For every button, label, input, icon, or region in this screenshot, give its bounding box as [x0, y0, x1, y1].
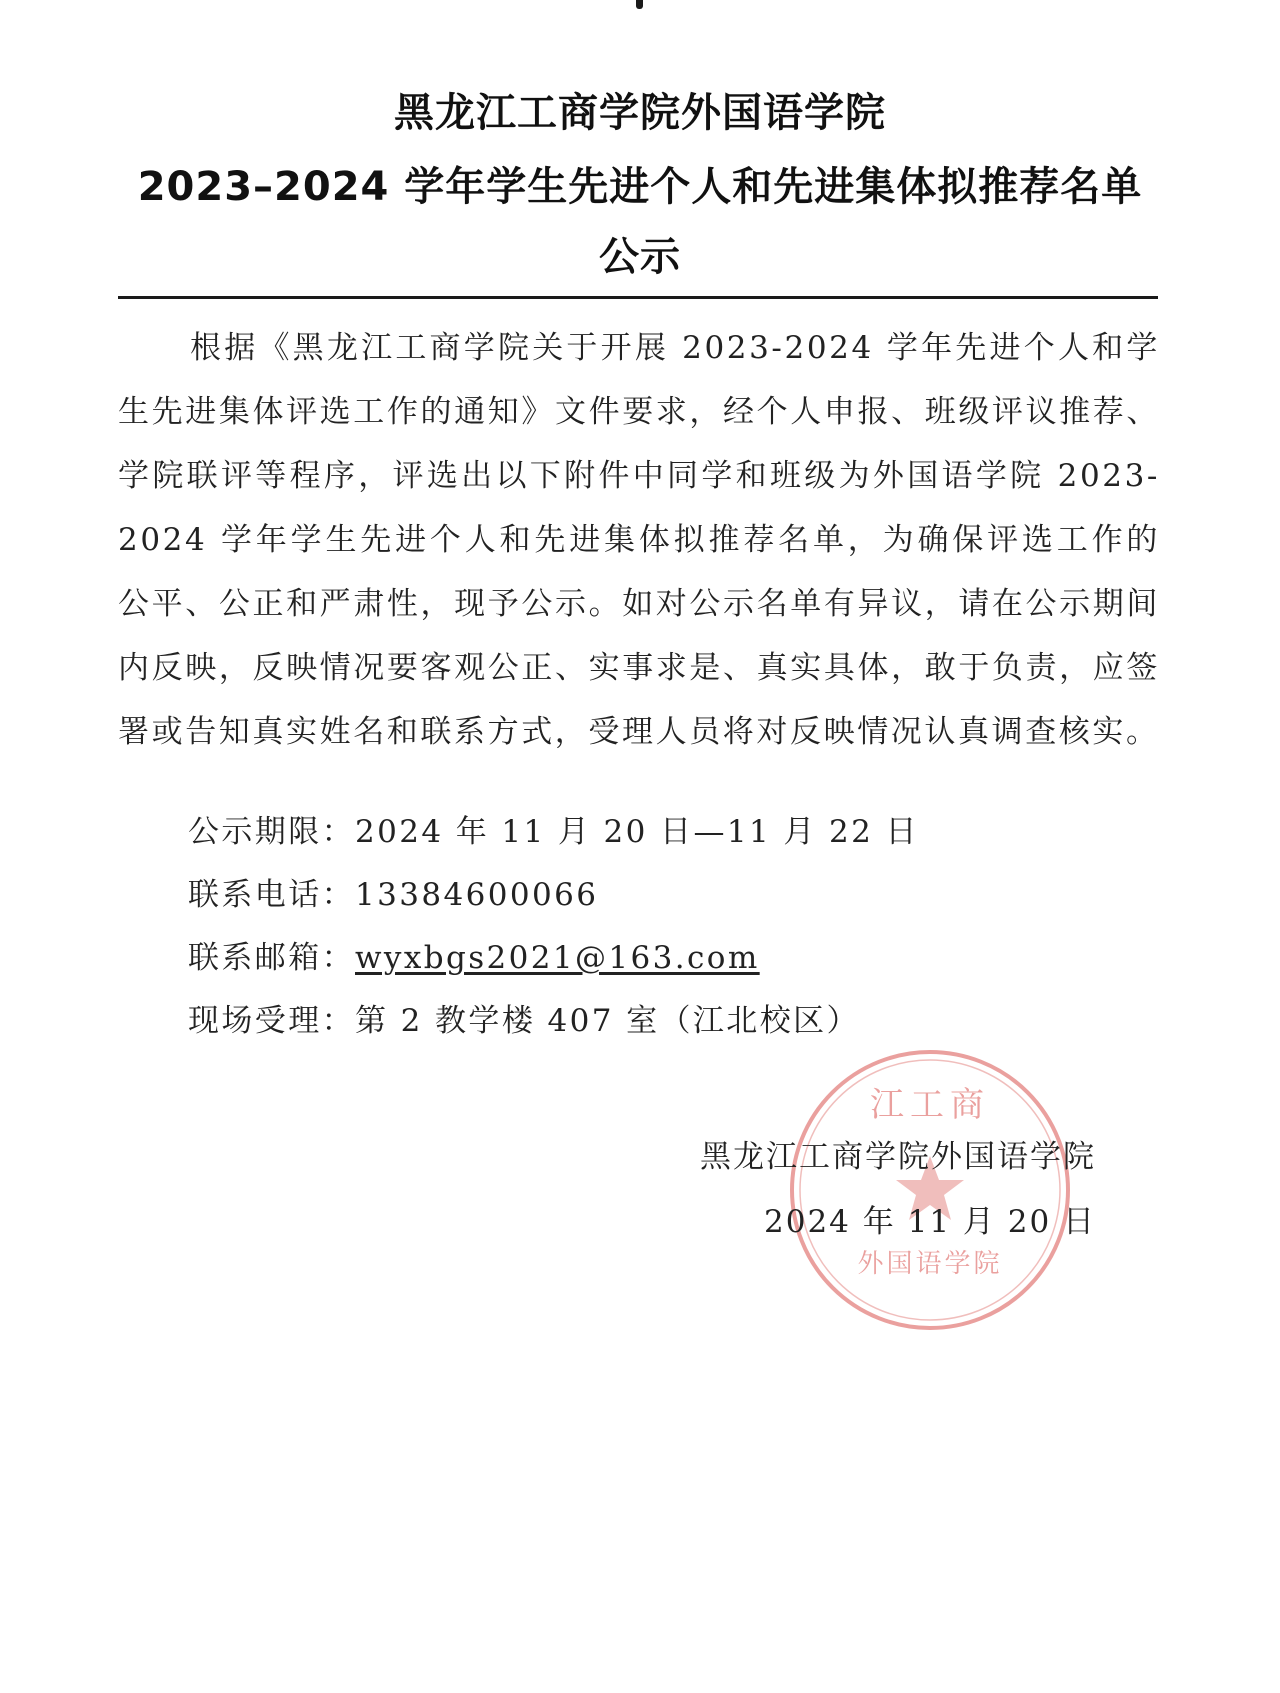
info-location-label: 现场受理：	[188, 1003, 355, 1039]
signature-date: 2024 年 11 月 20 日	[764, 1204, 1097, 1240]
info-location-value: 第 2 教学楼 407 室（江北校区）	[355, 1003, 860, 1039]
info-email-link[interactable]: wyxbgs2021@163.com	[355, 940, 760, 976]
document-title-line-2: 2023–2024 学年学生先进个人和先进集体拟推荐名单	[137, 164, 1143, 210]
info-email	[188, 938, 760, 978]
svg-text:外国语学院: 外国语学院	[857, 1249, 1003, 1279]
info-email-label: 联系邮箱：	[188, 940, 355, 976]
info-period-value: 2024 年 11 月 20 日—11 月 22 日	[355, 814, 919, 850]
signature-organization: 黑龙江工商学院外国语学院	[700, 1139, 1096, 1175]
info-period	[188, 812, 919, 852]
info-phone	[188, 875, 598, 915]
document-title-line-3: 公示	[599, 234, 681, 280]
info-phone-label: 联系电话：	[188, 877, 355, 913]
body-paragraph: 根据《黑龙江工商学院关于开展 2023-2024 学年先进个人和学生先进集体评选工作的通知》文件要求，经个人申报、班级评议推荐、学院联评等程序，评选出以下附件中同学和班级为外国语学院 2023-2024 学年学生先进个人和先进集体拟推荐名单，为确保评选工作的公平、公正和严肃性，现予公示。如对公示名单有异议，请在公示期间内反映，反映情况要客观公正、实事求是、真实具体，敢于负责，应签署或告知真实姓名和联系方式，受理人员将对反映情况认真调查核实。	[118, 330, 1160, 750]
info-phone-value: 13384600066	[355, 877, 599, 913]
info-location	[188, 1001, 860, 1041]
title-divider	[118, 296, 1158, 299]
svg-text:江工商: 江工商	[870, 1085, 990, 1125]
document-title-line-1: 黑龙江工商学院外国语学院	[394, 90, 886, 136]
scan-mark	[636, 0, 643, 9]
official-seal-stamp	[784, 1044, 1076, 1336]
info-period-label: 公示期限：	[188, 814, 355, 850]
